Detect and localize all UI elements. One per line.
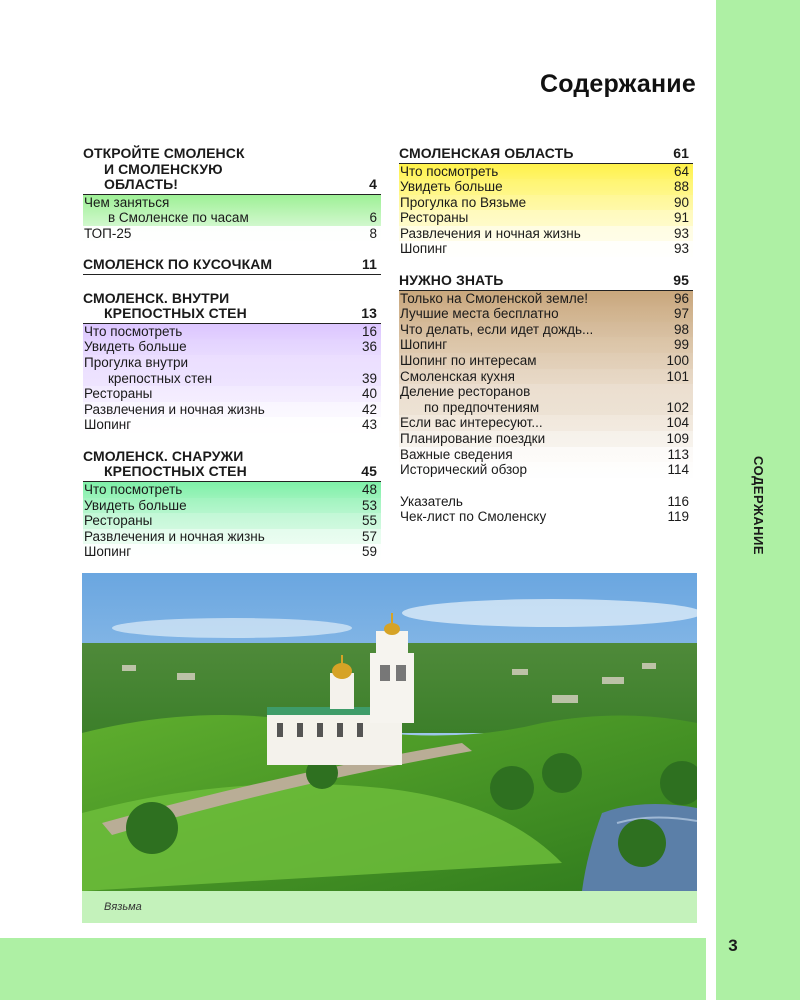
toc-item[interactable]	[399, 415, 693, 431]
toc-item-text: Смоленская кухня	[400, 368, 515, 384]
toc-section-heading[interactable]	[399, 146, 693, 164]
toc-item[interactable]	[399, 241, 693, 257]
toc-item-page: 96	[673, 290, 689, 306]
toc-heading-line: И СМОЛЕНСКУЮ	[104, 160, 223, 177]
toc-right-column	[399, 146, 693, 541]
side-label-text: СОДЕРЖАНИЕ	[750, 455, 766, 555]
toc-item[interactable]	[399, 431, 693, 447]
toc-heading-page: 45	[361, 463, 377, 480]
toc-heading-line: СМОЛЕНСК. ВНУТРИ	[83, 289, 230, 306]
toc-heading-line: КРЕПОСТНЫХ СТЕН	[104, 305, 247, 322]
toc-item-page: 99	[673, 337, 689, 353]
toc-item[interactable]	[399, 164, 693, 180]
toc-heading-page: 61	[673, 145, 689, 161]
toc-item-text: Исторический обзор	[400, 462, 528, 478]
toc-item-text: Развлечения и ночная жизнь	[84, 401, 265, 417]
toc-section-heading[interactable]	[83, 146, 381, 195]
toc-section	[399, 146, 693, 257]
toc-item-page: 8	[369, 225, 377, 241]
toc-item[interactable]	[399, 210, 693, 226]
toc-item-text: Рестораны	[84, 386, 153, 402]
toc-item-text: Что посмотреть	[84, 323, 183, 339]
toc-heading-line: СМОЛЕНСК ПО КУСОЧКАМ	[83, 256, 273, 273]
toc-item-text: Шопинг	[84, 417, 132, 433]
toc-left-column	[83, 146, 381, 576]
toc-section-heading[interactable]	[83, 291, 381, 324]
toc-item-text: Деление ресторанов	[400, 384, 531, 400]
toc-item[interactable]	[83, 324, 381, 340]
toc-item-page: 100	[666, 352, 689, 368]
toc-heading-line: СМОЛЕНСК. СНАРУЖИ	[83, 447, 244, 464]
toc-item-text: Увидеть больше	[84, 497, 187, 513]
toc-item-page: 109	[666, 430, 689, 446]
page-title: Содержание	[539, 70, 696, 98]
toc-item-text: в Смоленске по часам	[108, 210, 249, 226]
toc-heading-line: СМОЛЕНСКАЯ ОБЛАСТЬ	[399, 145, 574, 161]
toc-item[interactable]	[83, 482, 381, 498]
toc-heading-line: НУЖНО ЗНАТЬ	[399, 272, 504, 289]
toc-item-page: 43	[361, 417, 377, 433]
toc-item-text: Планирование поездки	[400, 430, 546, 446]
toc-section-heading[interactable]	[399, 273, 693, 291]
toc-item-page: 119	[667, 509, 689, 525]
toc-item-text: Важные сведения	[400, 446, 513, 462]
toc-item-text: ТОП-25	[84, 225, 132, 241]
vyazma-photo	[82, 573, 697, 891]
toc-item-text: Что посмотреть	[84, 481, 183, 497]
toc-item-page: 101	[666, 368, 689, 384]
toc-item[interactable]	[399, 226, 693, 242]
toc-section	[83, 291, 381, 433]
toc-item[interactable]	[83, 355, 381, 386]
toc-item-text: Указатель	[400, 493, 463, 509]
toc-item-text: Развлечения и ночная жизнь	[400, 225, 581, 241]
toc-item-text: Лучшие места бесплатно	[400, 306, 559, 322]
toc-heading-page: 13	[361, 305, 377, 322]
toc-item[interactable]	[83, 513, 381, 529]
toc-item[interactable]	[399, 384, 693, 415]
toc-item-page: 114	[667, 462, 689, 478]
photo-caption: Вязьма	[104, 901, 142, 913]
toc-item-page: 39	[361, 370, 377, 386]
toc-item-page: 116	[667, 493, 689, 509]
toc-item-text: Шопинг	[400, 337, 448, 353]
toc-item[interactable]	[399, 291, 693, 307]
toc-section	[83, 257, 381, 275]
toc-item-page: 93	[673, 225, 689, 241]
toc-section	[83, 146, 381, 241]
caption-bar	[82, 891, 697, 923]
toc-item[interactable]	[83, 544, 381, 560]
side-section-label	[716, 440, 800, 570]
toc-item[interactable]	[83, 498, 381, 514]
toc-item[interactable]	[399, 447, 693, 463]
toc-item-page: 113	[667, 446, 689, 462]
toc-item[interactable]	[83, 195, 381, 226]
toc-item[interactable]	[83, 386, 381, 402]
toc-item[interactable]	[83, 226, 381, 242]
toc-item-page: 42	[361, 401, 377, 417]
toc-heading-page: 95	[673, 272, 689, 289]
toc-item[interactable]	[83, 417, 381, 433]
toc-item-page: 104	[666, 415, 689, 431]
toc-item[interactable]	[83, 402, 381, 418]
toc-section	[399, 494, 693, 525]
toc-item-page: 16	[361, 323, 377, 339]
toc-item-text: Чем заняться	[84, 194, 170, 210]
toc-section	[399, 273, 693, 478]
page-number: 3	[728, 936, 738, 955]
toc-item[interactable]	[399, 462, 693, 478]
toc-heading-line: ОБЛАСТЬ!	[104, 176, 179, 192]
toc-item-text: Увидеть больше	[400, 179, 503, 195]
toc-item-text: Увидеть больше	[84, 339, 187, 355]
toc-item-text: по предпочтениям	[424, 399, 540, 415]
toc-item-text: Чек-лист по Смоленску	[400, 509, 547, 525]
toc-item-page: 90	[673, 194, 689, 210]
toc-item[interactable]	[399, 509, 693, 525]
bottom-color-strip	[0, 938, 706, 1000]
toc-item-page: 36	[361, 339, 377, 355]
toc-item[interactable]	[399, 369, 693, 385]
toc-item[interactable]	[399, 353, 693, 369]
toc-item-page: 97	[673, 306, 689, 322]
toc-item-page: 64	[673, 163, 689, 179]
toc-item-page: 88	[673, 179, 689, 195]
toc-item-page: 53	[361, 497, 377, 513]
toc-item-page: 102	[666, 399, 689, 415]
toc-item-page: 59	[361, 544, 377, 560]
toc-section-heading[interactable]	[83, 257, 381, 275]
toc-item[interactable]	[399, 494, 693, 510]
toc-section-heading[interactable]	[83, 449, 381, 482]
toc-item-text: Что делать, если идет дождь...	[400, 321, 594, 337]
toc-item[interactable]	[399, 195, 693, 211]
toc-item[interactable]	[83, 339, 381, 355]
toc-item-text: Шопинг	[84, 544, 132, 560]
toc-item-text: Развлечения и ночная жизнь	[84, 528, 265, 544]
toc-item-text: Рестораны	[84, 513, 153, 529]
toc-item-text: Только на Смоленской земле!	[400, 290, 588, 306]
toc-item-text: Шопинг по интересам	[400, 352, 537, 368]
toc-item-page: 55	[361, 513, 377, 529]
toc-section	[83, 449, 381, 560]
toc-item[interactable]	[399, 337, 693, 353]
toc-item-page: 93	[673, 241, 689, 257]
toc-item-page: 40	[361, 386, 377, 402]
toc-item-text: Прогулка внутри	[84, 354, 189, 370]
toc-item[interactable]	[399, 306, 693, 322]
toc-item-page: 98	[673, 321, 689, 337]
toc-item[interactable]	[399, 179, 693, 195]
toc-item-text: Шопинг	[400, 241, 448, 257]
toc-item-page: 57	[361, 528, 377, 544]
toc-item-text: крепостных стен	[108, 370, 213, 386]
toc-item-text: Если вас интересуют...	[400, 415, 543, 431]
toc-item-page: 91	[673, 210, 689, 226]
toc-item-text: Прогулка по Вязьме	[400, 194, 527, 210]
toc-heading-line: КРЕПОСТНЫХ СТЕН	[104, 463, 247, 480]
toc-item-page: 48	[361, 481, 377, 497]
toc-item[interactable]	[399, 322, 693, 338]
toc-item-page: 6	[369, 210, 377, 226]
toc-item[interactable]	[83, 529, 381, 545]
toc-item-text: Что посмотреть	[400, 163, 499, 179]
toc-heading-page: 4	[369, 176, 377, 192]
toc-item-text: Рестораны	[400, 210, 469, 226]
toc-heading-page: 11	[362, 256, 377, 273]
toc-heading-line: ОТКРОЙТЕ СМОЛЕНСК	[83, 145, 245, 161]
